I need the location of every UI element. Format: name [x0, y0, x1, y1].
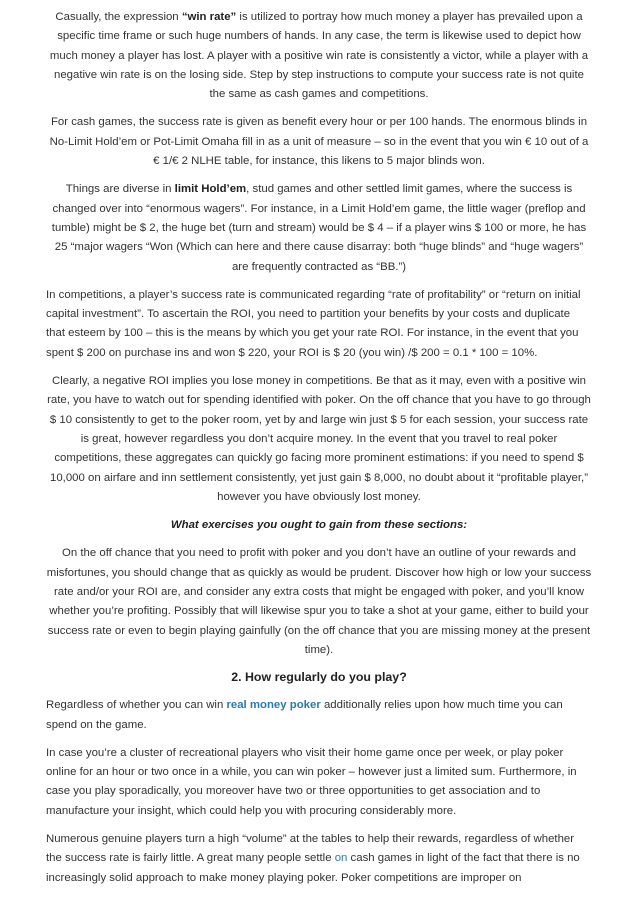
paragraph-negative-roi: Clearly, a negative ROI implies you lose money in competitions. Be that as it may, even with a positive win rate, you have to watch out for spending identified with poker. On the off chance that you have to go through $ 10 consistently to get to the poker room, yet by and large win just $ 5 for each session, your success rate is great, however regardless you don’t acquire money. In the event that you travel to real poker competitions, these aggregates can quickly go facing more prominent estimations: if you need to spend $ 10,000 on airfare and inn settlement consistently, yet just gain $ 8,000, no doubt about it “profitable player,” however you have obviously lost money. [47, 375, 591, 503]
paragraph-real-money-poker: Regardless of whether you can win real money poker additionally relies upon how much time you can spend on the game. [46, 699, 563, 731]
paragraph-win-rate-definition: Casually, the expression “win rate” is utilized to portray how much money a player has prevailed upon a specific time frame or such huge numbers of hands. In any case, the term is likewise used to depict how much money a player has lost. A player with a positive win rate is consistently a victor, while a player with a negative win rate is on the losing side. Step by step instructions to compute your success rate is not quite the same as cash games and competitions. [49, 11, 589, 101]
paragraph-limit-holdem: Things are diverse in limit Hold’em, stud games and other settled limit games, where the success is changed over into “enormous wagers”. For instance, in a Limit Hold’em game, the little wager (preflop and tumble) might be $ 2, the huge bet (turn and stream) would be $ 4 – if a player wins $ 100 or more, he has 25 “major wagers “Won (Which can here and there cause disarray: both “huge blinds” and “huge wagers” are frequently contracted as “BB.”) [51, 183, 587, 273]
paragraph-lessons: On the off chance that you need to profit with poker and you don’t have an outline of your rewards and misfortunes, you should change that as quickly as would be prudent. Discover how high or low your success rate and/or your ROI are, and consider any extra costs that might be engaged with poker, and you’ll know whether you’re profiting. Possibly that will likewise spur you to take a shot at your game, either to build your success rate or even to begin playing gainfully (on the off chance that you are missing money at the present time). [46, 547, 592, 656]
paragraph-recreational-players: In case you’re a cluster of recreational players who visit their home game once per week, or play poker online for an hour or two once in a while, you can win poker – however just a limited sum. Furthermore, in case you play sporadically, you moreover have two or three opportunities to get association and to manufacture your insight, which could help you with procuring considerably more. [46, 746, 577, 817]
on-link[interactable]: on [334, 852, 348, 865]
real-money-poker-link[interactable]: real money poker [226, 699, 321, 712]
paragraph-volume: Numerous genuine players turn a high “volume” at the tables to help their rewards, regardless of whether the success rate is fairly little. A great many people settle on cash games in light of the fact that there is no increasingly solid approach to make money playing poker. Poker competitions are improper on [46, 832, 580, 884]
section-callout: What exercises you ought to gain from these sections: [170, 519, 468, 532]
section-heading-how-regularly: 2. How regularly do you play? [231, 670, 407, 685]
limit-holdem-term: limit Hold’em [174, 183, 247, 196]
win-rate-term: “win rate” [181, 11, 237, 23]
paragraph-cash-games: For cash games, the success rate is given as benefit every hour or per 100 hands. The enormous blinds in No-Limit Hold’em or Pot-Limit Omaha fill in as a unit of measure – so in the event that you win € 10 out of a € 1/€ 2 NLHE table, for instance, this likens to 5 major blinds won. [49, 116, 589, 168]
paragraph-competitions-roi: In competitions, a player’s success rate is communicated regarding “rate of profitability” or “return on initial capital investment”. To ascertain the ROI, you need to partition your benefits by your costs and duplicate that esteem by 100 – this is the means by which you get your rate ROI. For instance, in the event that you spent $ 200 on purchase ins and won $ 220, your ROI is $ 20 (you win) /$ 200 = 0.1 * 100 = 10%. [46, 288, 581, 359]
